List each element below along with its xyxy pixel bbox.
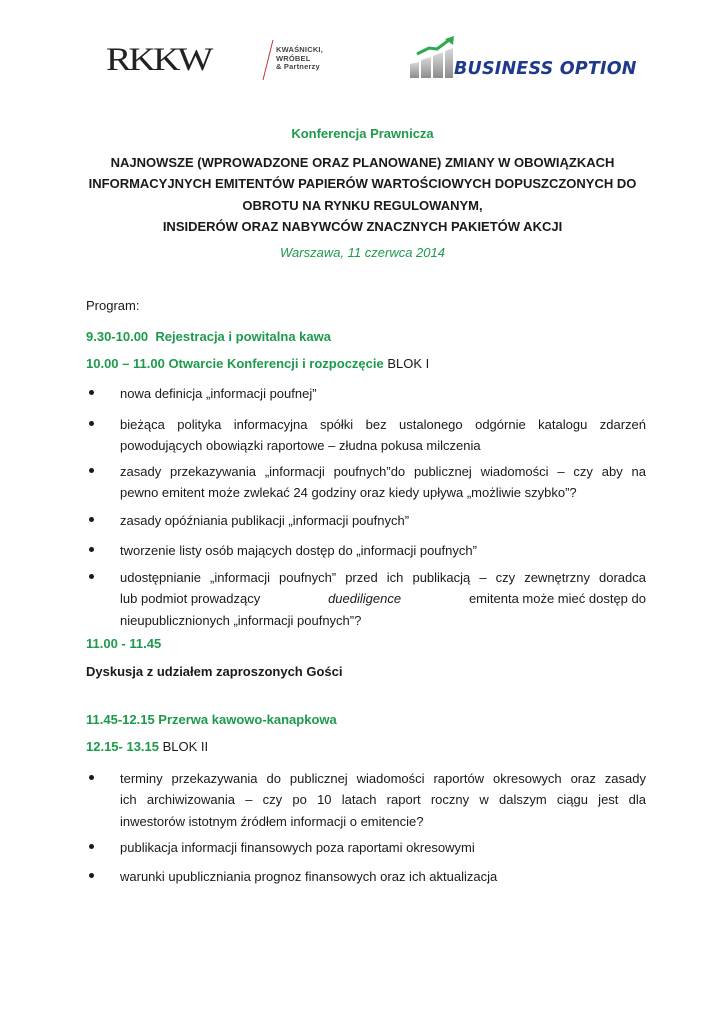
rkkw-logo-mark: RKKW (106, 42, 211, 78)
session-opening (86, 356, 429, 371)
business-option-wordmark: BUSINESS OPTION (454, 59, 637, 79)
list-item-text: powodujących obowiązki raportowe – złudna pokusa milczenia (120, 438, 481, 454)
program-label: Program: (86, 298, 140, 313)
block-label: BLOK I (387, 356, 430, 371)
list-item-text: nowa definicja „informacji poufnej” (120, 386, 317, 401)
text-segment: emitenta może mieć dostęp do (468, 591, 646, 607)
block-label: BLOK II (162, 739, 209, 754)
list-item-text: publikacja informacji finansowych poza raportami okresowymi (120, 840, 475, 855)
list-item-text: zasady przekazywania „informacji poufnych”do publicznej wiadomości – czy aby na (120, 464, 646, 479)
title-line: INSIDERÓW ORAZ NABYWCÓW ZNACZNYCH PAKIETÓW AKCJI (162, 218, 563, 234)
session-block2 (86, 739, 208, 754)
session-discussion-title: Dyskusja z udziałem zaproszonych Gości (86, 664, 343, 679)
session-time: 10.00 – 11.00 (86, 356, 165, 371)
list-item-text: pewno emitent może zwlekać 24 godziny oraz kiedy upływa „możliwie szybko”? (120, 485, 577, 501)
rkkw-logo-line: & Partnerzy (276, 62, 320, 71)
event-date: Warszawa, 11 czerwca 2014 (280, 245, 445, 260)
title-line: OBROTU NA RYNKU REGULOWANYM, (242, 197, 483, 213)
session-title: Otwarcie Konferencji i rozpoczęcie (168, 356, 384, 371)
session-time: 12.15- 13.15 (86, 739, 160, 754)
bullet-icon (89, 775, 94, 780)
list-item-text: zasady opóźniania publikacji „informacji poufnych” (120, 513, 410, 528)
business-option-logo (407, 34, 637, 82)
text-segment: lub podmiot prowadzący (120, 591, 261, 607)
list-item-text (120, 588, 646, 609)
bullet-icon (89, 873, 94, 878)
list-item-text: nieupublicznionych „informacji poufnych”? (120, 612, 362, 628)
session-discussion-time (86, 636, 161, 651)
list-item-text: terminy przekazywania do publicznej wiadomości raportów okresowych oraz zasady (120, 771, 646, 786)
title-line: INFORMACYJNYCH EMITENTÓW PAPIERÓW WARTOŚCIOWYCH DOPUSZCZONYCH DO (88, 176, 637, 192)
session-time: 9.30-10.00 (86, 329, 149, 344)
list-item-text: inwestorów istotnym źródłem informacji o emitencie? (120, 813, 424, 829)
rkkw-logo-text (276, 46, 323, 72)
list-item-text: bieżąca polityka informacyjna spółki bez ustalonego odgórnie katalogu zdarzeń (120, 417, 646, 432)
bullet-icon (89, 390, 94, 395)
conference-title (60, 152, 665, 237)
bullet-icon (89, 574, 94, 579)
bullet-icon (89, 844, 94, 849)
list-item-text: udostępnianie „informacji poufnych” przed ich publikacją – czy zewnętrzny doradca (120, 570, 646, 585)
session-coffee-break: 11.45-12.15 Przerwa kawowo-kanapkowa (86, 712, 337, 727)
session-title: Rejestracja i powitalna kawa (155, 329, 331, 344)
rkkw-logo-line: WRÓBEL (276, 53, 311, 63)
list-item-text: tworzenie listy osób mających dostęp do „informacji poufnych” (120, 543, 477, 558)
session-registration (86, 329, 331, 344)
text-segment-italic: duediligence (328, 591, 402, 607)
list-item-text: ich archiwizowania – czy po 10 latach raport roczny w dalszym ciągu jest dla (120, 792, 646, 808)
session-time: 11.00 - 11.45 (86, 636, 162, 651)
rkkw-logo-divider (261, 40, 275, 80)
bullet-icon (89, 468, 94, 473)
title-line: NAJNOWSZE (WPROWADZONE ORAZ PLANOWANE) ZMIANY W OBOWIĄZKACH (110, 155, 615, 170)
bullet-icon (89, 517, 94, 522)
rkkw-logo-line: KWAŚNICKI, (276, 45, 323, 54)
list-item-text: warunki upubliczniania prognoz finansowych oraz ich aktualizacja (120, 869, 498, 884)
bullet-icon (89, 421, 94, 426)
bullet-icon (89, 547, 94, 552)
conference-label: Konferencja Prawnicza (291, 126, 434, 141)
